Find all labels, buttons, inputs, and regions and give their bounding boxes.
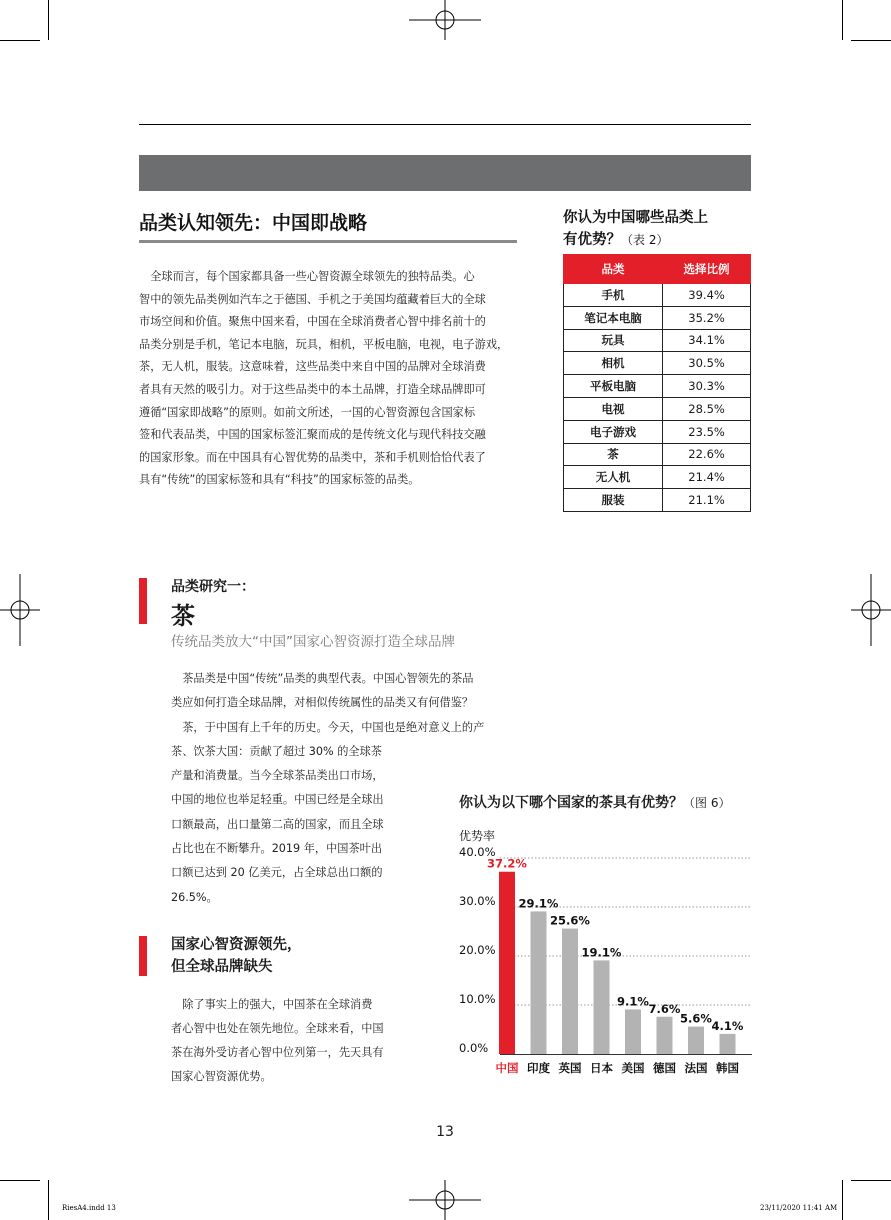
table-row: 电子游戏 23.5% xyxy=(564,420,751,443)
section-accent-bar xyxy=(139,578,147,624)
table-header: 品类 xyxy=(564,255,663,284)
bar xyxy=(657,1017,673,1054)
bar xyxy=(594,960,610,1054)
y-tick-label: 20.0% xyxy=(459,943,496,957)
header-band xyxy=(139,155,751,191)
subsection-heading: 国家心智资源领先， 但全球品牌缺失 xyxy=(171,937,302,975)
para-line: 口额已达到 20 亿美元，占全球总出口额的 xyxy=(171,866,383,880)
y-axis-label: 优势率 xyxy=(459,829,496,843)
x-tick-label: 法国 xyxy=(684,1061,708,1075)
table-row: 服装 21.1% xyxy=(564,489,751,512)
y-tick-label: 30.0% xyxy=(459,894,496,908)
table-row: 笔记本电脑 35.2% xyxy=(564,306,751,329)
bar xyxy=(562,929,578,1054)
para-line: 类应如何打造全球品牌，对相似传统属性的品类又有何借鉴？ xyxy=(171,696,474,710)
intro-line: 全球而言，每个国家都具备一些心智资源全球领先的独特品类。心 xyxy=(139,270,475,283)
header-rule xyxy=(139,124,751,125)
section-heading-rule xyxy=(139,240,517,243)
para-line: 国家心智资源优势。 xyxy=(171,1070,272,1083)
tea-advantage-chart xyxy=(440,820,760,1082)
data-label: 9.1% xyxy=(617,994,649,1009)
table-row: 平板电脑 30.3% xyxy=(564,375,751,398)
para-line: 除了事实上的强大，中国茶在全球消费 xyxy=(171,998,373,1011)
subsection-accent-bar xyxy=(139,936,147,976)
table-header-row xyxy=(564,255,751,284)
x-tick-label: 韩国 xyxy=(716,1061,739,1075)
intro-line: 者具有天然的吸引力。对于这些品类中的本土品牌，打造全球品牌即可 xyxy=(139,382,486,396)
table-row: 无人机 21.4% xyxy=(564,466,751,489)
bar xyxy=(531,911,547,1054)
y-tick-label: 40.0% xyxy=(459,845,496,859)
intro-line: 智中的领先品类例如汽车之于德国、手机之于美国均蕴藏着巨大的全球 xyxy=(139,292,486,306)
para-line: 茶在海外受访者心智中位列第一，先天具有 xyxy=(171,1046,384,1059)
case-study-label: 品类研究一： xyxy=(171,579,255,595)
intro-line: 遵循“国家即战略”的原则。如前文所述，一国的心智资源包含国家标 xyxy=(139,405,476,419)
table-title: 你认为中国哪些品类上 有优势？（表 2） xyxy=(563,210,708,248)
case-study-name: 茶 xyxy=(171,602,195,630)
bar xyxy=(625,1009,641,1054)
bar xyxy=(499,872,515,1054)
intro-line: 市场空间和价值。聚焦中国来看，中国在全球消费者心智中排名前十的 xyxy=(139,315,486,329)
intro-line: 签和代表品类，中国的国家标签汇聚而成的是传统文化与现代科技交融 xyxy=(139,428,486,442)
table-row: 手机 39.4% xyxy=(564,284,751,307)
intro-line: 品类分别是手机，笔记本电脑，玩具，相机，平板电脑，电视，电子游戏， xyxy=(139,337,509,351)
intro-line: 茶，无人机，服装。这意味着，这些品类中来自中国的品牌对全球消费 xyxy=(139,360,486,374)
intro-line: 的国家形象。而在中国具有心智优势的品类中，茶和手机则恰恰代表了 xyxy=(139,450,486,464)
y-tick-label: 10.0% xyxy=(459,992,496,1006)
bar xyxy=(720,1034,736,1054)
para-line: 茶，于中国有上千年的历史。今天，中国也是绝对意义上的产 xyxy=(171,720,485,734)
case-study-subtitle: 传统品类放大“中国”国家心智资源打造全球品牌 xyxy=(171,634,455,650)
x-tick-label: 中国 xyxy=(495,1061,519,1075)
intro-paragraph xyxy=(139,266,523,492)
date-slug: 23/11/2020 11:41 AM xyxy=(760,1204,838,1212)
x-tick-label: 印度 xyxy=(527,1061,550,1075)
data-label: 7.6% xyxy=(648,1001,681,1016)
table-header: 选择比例 xyxy=(663,255,751,284)
para-line: 茶、饮茶大国：贡献了超过 30% 的全球茶 xyxy=(171,744,382,758)
page-number: 13 xyxy=(436,1124,454,1140)
data-label: 5.6% xyxy=(680,1011,712,1026)
para-line: 口额最高，出口量第二高的国家，而且全球 xyxy=(171,817,384,831)
para-line: 者心智中也处在领先地位。全球来看，中国 xyxy=(171,1022,384,1035)
data-label: 37.2% xyxy=(487,856,527,871)
y-tick-label: 0.0% xyxy=(459,1041,489,1055)
table-row: 玩具 34.1% xyxy=(564,329,751,352)
x-tick-label: 日本 xyxy=(590,1061,613,1075)
bar xyxy=(688,1027,704,1054)
x-tick-label: 英国 xyxy=(558,1061,582,1075)
para-line: 26.5%。 xyxy=(171,890,218,904)
section-heading: 品类认知领先：中国即战略 xyxy=(139,212,368,234)
data-label: 25.6% xyxy=(550,913,590,928)
category-table xyxy=(563,254,751,512)
table-row: 茶 22.6% xyxy=(564,443,751,466)
para-line: 占比也在不断攀升。2019 年，中国茶叶出 xyxy=(171,842,383,856)
x-tick-label: 美国 xyxy=(621,1061,645,1075)
data-label: 19.1% xyxy=(581,945,622,960)
data-label: 29.1% xyxy=(518,896,559,911)
table-row: 相机 30.5% xyxy=(564,352,751,375)
para-line: 茶品类是中国“传统”品类的典型代表。中国心智领先的茶品 xyxy=(171,672,474,685)
x-tick-label: 德国 xyxy=(653,1061,676,1075)
subsection-paragraph xyxy=(171,993,411,1089)
table-row: 电视 28.5% xyxy=(564,397,751,420)
data-label: 4.1% xyxy=(711,1018,744,1033)
para-line: 产量和消费量。当今全球茶品类出口市场， xyxy=(171,769,384,783)
chart-title: 你认为以下哪个国家的茶具有优势？（图 6） xyxy=(459,795,731,811)
intro-line: 具有“传统”的国家标签和具有“科技”的国家标签的品类。 xyxy=(139,473,420,487)
file-slug: RiesA4.indd 13 xyxy=(62,1204,116,1212)
para-line: 中国的地位也举足轻重。中国已经是全球出 xyxy=(171,793,384,807)
